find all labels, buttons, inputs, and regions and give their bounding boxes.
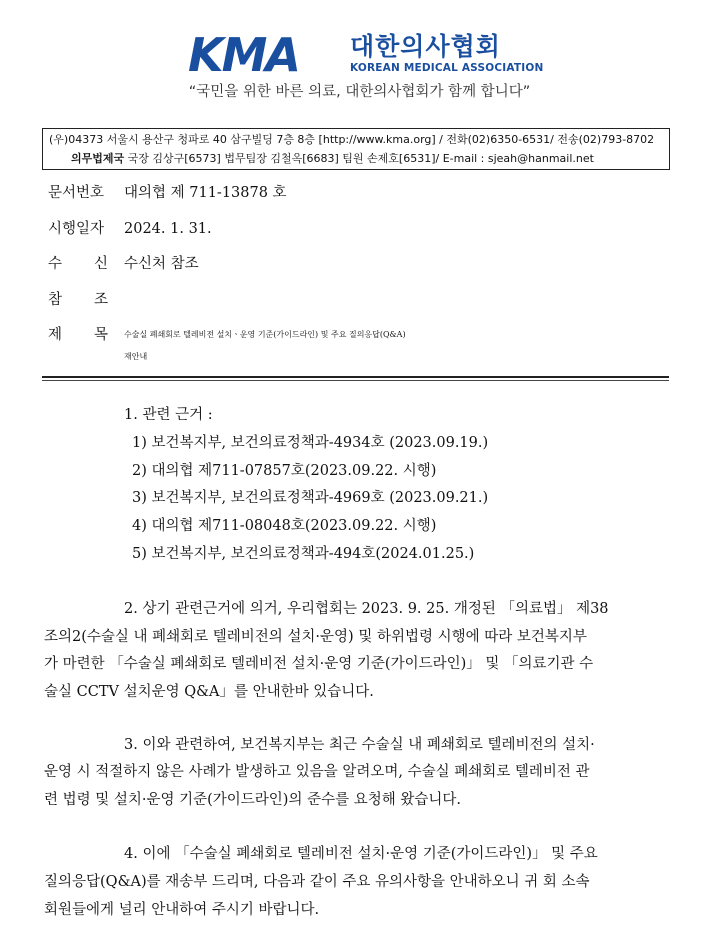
recipient-label: 수 신 xyxy=(48,256,111,272)
address-box xyxy=(42,128,670,170)
kma-logo xyxy=(188,28,548,82)
recipient-value: 수신처 참조 xyxy=(124,256,199,272)
reference-label: 참 조 xyxy=(48,292,111,308)
doc-number-label: 문서번호 xyxy=(48,185,105,201)
para-2-line: 술실 CCTV 설치운영 Q&A」를 안내한바 있습니다. xyxy=(44,684,374,700)
reference-row xyxy=(48,289,124,311)
address-line: (우)04373 서울시 용산구 청파로 40 삼구빌딩 7층 8층 [http://www.kma.org] / 전화(02)6350-6531/ 전송(02)793-8702 xyxy=(49,133,655,146)
reference-item: 1) 보건복지부, 보건의료정책과-4934호 (2023.09.19.) xyxy=(132,435,489,451)
recipient-row xyxy=(48,253,199,275)
para-3-line: 3. 이와 관련하여, 보건복지부는 최근 수술실 내 폐쇄회로 텔레비전의 설치· xyxy=(124,737,595,753)
header-divider xyxy=(42,376,669,378)
subject-line-2: 재안내 xyxy=(124,352,148,361)
para-4-line: 회원들에게 널리 안내하여 주시기 바랍니다. xyxy=(44,902,320,918)
contact-details: 국장 김상구[6573] 법무팀장 김철옥[6683] 팀원 손제호[6531]/ E-mail : sjeah@hanmail.net xyxy=(124,152,594,165)
reference-item: 2) 대의협 제711-07857호(2023.09.22. 시행) xyxy=(132,463,437,479)
para-4-line: 4. 이에 「수술실 폐쇄회로 텔레비전 설치·운영 기준(가이드라인)」 및 주요 xyxy=(124,846,598,862)
para-2-line: 가 마련한 「수술실 폐쇄회로 텔레비전 설치·운영 기준(가이드라인)」 및 「의료기관 수 xyxy=(44,656,594,672)
para-2-line: 2. 상기 관련근거에 의거, 우리협회는 2023. 9. 25. 개정된 「의료법」 제38 xyxy=(124,601,609,617)
department-name: 의무법제국 xyxy=(71,152,125,165)
contact-line xyxy=(49,149,669,168)
slogan: “국민을 위한 바른 의료, 대한의사협회가 함께 합니다” xyxy=(188,84,531,100)
header-divider-thin xyxy=(42,380,669,381)
reference-item: 5) 보건복지부, 보건의료정책과-494호(2024.01.25.) xyxy=(132,546,475,562)
date-label: 시행일자 xyxy=(48,221,105,237)
section-1-title: 1. 관련 근거 : xyxy=(124,407,213,423)
subject-label: 제 목 xyxy=(48,327,111,343)
doc-number-value: 대의협 제 711-13878 호 xyxy=(124,185,287,201)
subject-line-1: 수술실 폐쇄회로 텔레비전 설치ㆍ운영 기준(가이드라인) 및 주요 질의응답(Q&A) xyxy=(124,330,406,339)
logo-english-name: KOREAN MEDICAL ASSOCIATION xyxy=(350,62,544,74)
date-row xyxy=(48,218,212,240)
doc-number-row xyxy=(48,182,287,204)
reference-item: 3) 보건복지부, 보건의료정책과-4969호 (2023.09.21.) xyxy=(132,490,489,506)
subject-value xyxy=(124,324,684,368)
date-value: 2024. 1. 31. xyxy=(124,221,212,237)
para-3-line: 운영 시 적절하지 않은 사례가 발생하고 있음을 알려오며, 수술실 폐쇄회로 텔레비전 관 xyxy=(44,764,590,780)
para-4-line: 질의응답(Q&A)를 재송부 드리며, 다음과 같이 주요 유의사항을 안내하오니 귀 회 소속 xyxy=(44,874,590,890)
logo-mark: KMA xyxy=(188,28,300,82)
para-3-line: 련 법령 및 설치·운영 기준(가이드라인)의 준수를 요청해 왔습니다. xyxy=(44,792,461,808)
subject-row xyxy=(48,324,124,346)
logo-korean-name: 대한의사협회 xyxy=(350,32,501,61)
para-2-line: 조의2(수술실 내 폐쇄회로 텔레비전의 설치·운영) 및 하위법령 시행에 따라 보건복지부 xyxy=(44,629,587,645)
reference-item: 4) 대의협 제711-08048호(2023.09.22. 시행) xyxy=(132,518,437,534)
